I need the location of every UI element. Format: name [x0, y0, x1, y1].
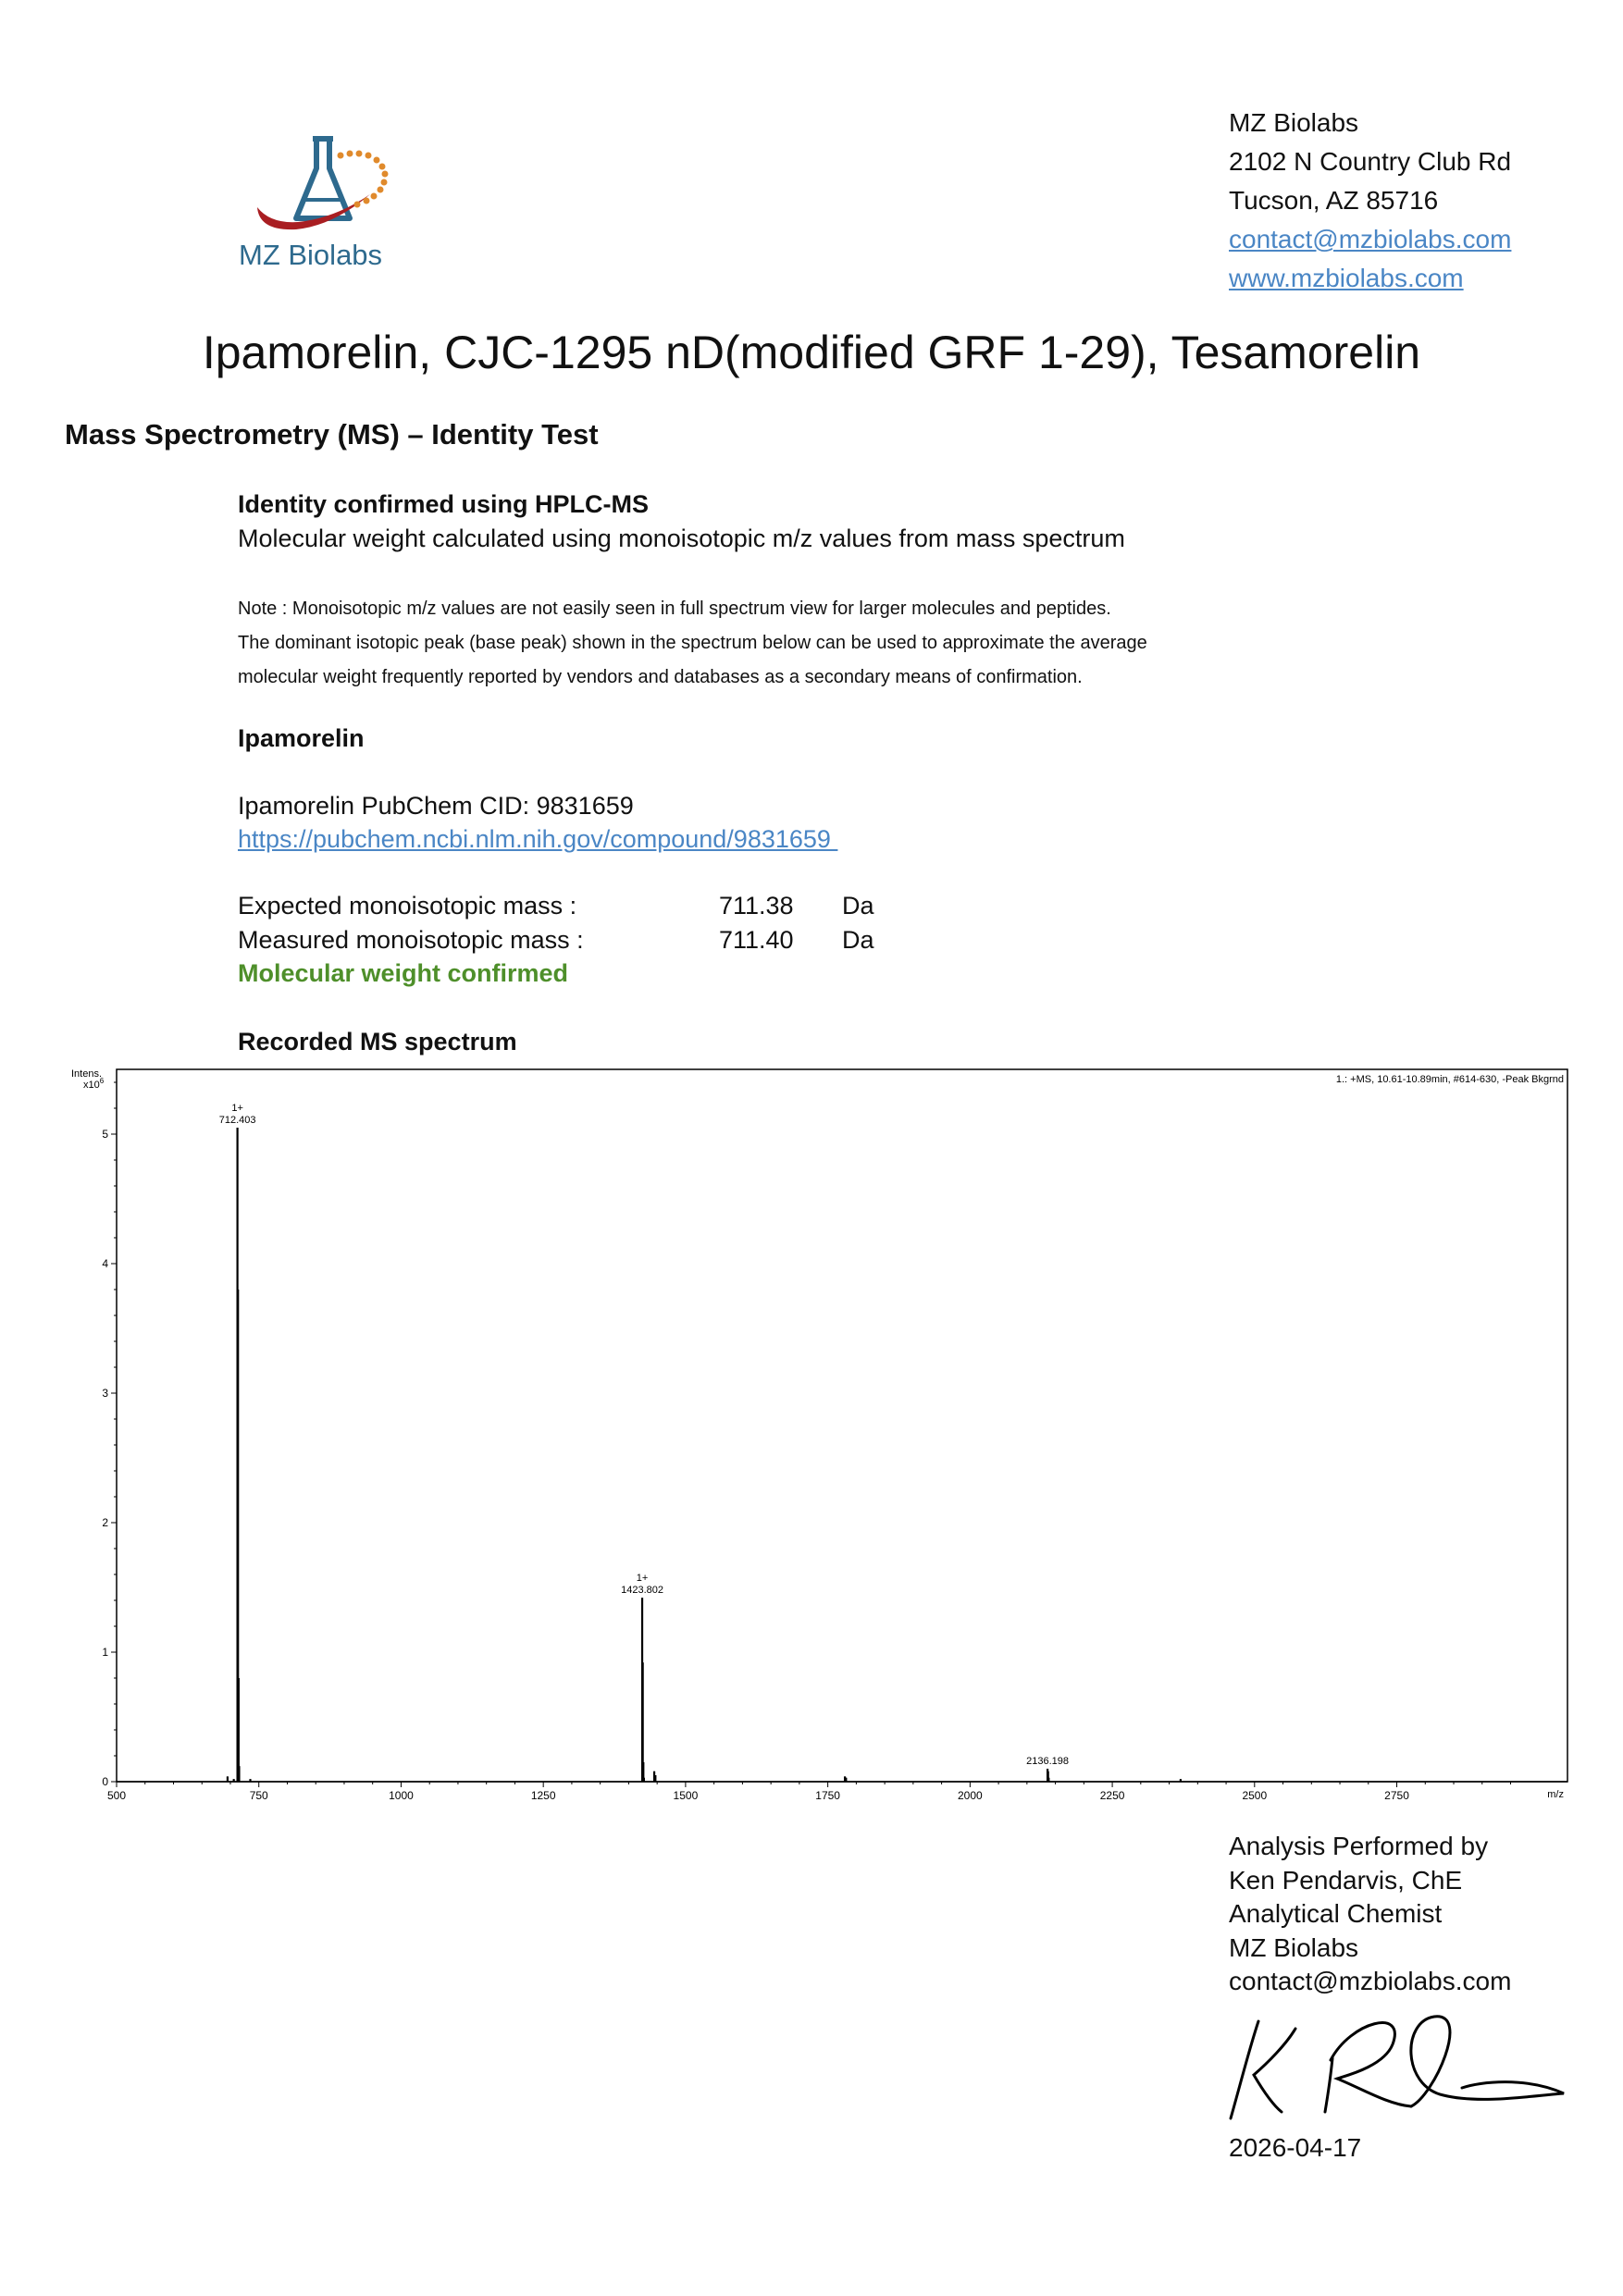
method-description: Molecular weight calculated using monoisotopic m/z values from mass spectrum: [238, 525, 1125, 552]
expected-mass-value: 711.38: [719, 892, 794, 920]
y-tick-label: 2: [102, 1516, 108, 1529]
x-tick-label: 1000: [389, 1789, 414, 1802]
signature-date: 2026-04-17: [1229, 2133, 1362, 2162]
email-link[interactable]: contact@mzbiolabs.com: [1229, 225, 1512, 253]
spectrum-trace: [117, 1128, 1567, 1782]
y-tick-label: 3: [102, 1387, 108, 1400]
analyst-name: Ken Pendarvis, ChE: [1229, 1865, 1463, 1895]
spectrum-peaks: [117, 1128, 1567, 1782]
note-text: [238, 592, 1147, 695]
measured-mass-label: Measured monoisotopic mass :: [238, 926, 584, 954]
analysis-email: contact@mzbiolabs.com: [1229, 1967, 1512, 1995]
peak-charge-label: 1+: [636, 1573, 649, 1585]
pubchem-link[interactable]: https://pubchem.ncbi.nlm.nih.gov/compound/9831659: [238, 825, 838, 853]
measured-mass-row: [238, 923, 978, 957]
spectrum-header: 1.: +MS, 10.61-10.89min, #614-630, -Peak Bkgrnd: [1335, 1074, 1564, 1085]
city-state-zip: Tucson, AZ 85716: [1229, 186, 1439, 215]
section-title: Mass Spectrometry (MS) – Identity Test: [65, 418, 599, 451]
peak-charge-label: 1+: [231, 1103, 243, 1114]
analyst-title: Analytical Chemist: [1229, 1899, 1443, 1928]
analysis-company: MZ Biolabs: [1229, 1932, 1359, 1962]
axis-ticks: [102, 1082, 1510, 1802]
x-tick-label: 500: [106, 1789, 127, 1802]
expected-mass-label: Expected monoisotopic mass :: [238, 892, 577, 920]
x-axis-label: m/z: [1547, 1789, 1564, 1800]
y-axis-scale: [83, 1077, 105, 1091]
spectrum-heading: Recorded MS spectrum: [238, 1028, 517, 1055]
analysis-line-1: Analysis Performed by: [1229, 1832, 1489, 1860]
address-block: [1229, 104, 1511, 298]
street-address: 2102 N Country Club Rd: [1229, 147, 1512, 176]
y-axis-scale-exponent: 6: [99, 1077, 105, 1085]
y-axis-label: Intens.: [71, 1068, 103, 1080]
y-tick-label: 4: [102, 1257, 108, 1270]
peak-label: 2136.198: [1026, 1756, 1070, 1767]
measured-mass-unit: Da: [842, 926, 874, 954]
x-tick-label: 1750: [815, 1789, 840, 1802]
x-tick-label: 750: [249, 1789, 268, 1802]
peak-label: 712.403: [218, 1115, 256, 1126]
company-name: MZ Biolabs: [1229, 108, 1359, 137]
pubchem-line: Ipamorelin PubChem CID: 9831659: [238, 792, 634, 820]
method-heading: Identity confirmed using HPLC-MS: [238, 490, 650, 518]
measured-mass-value: 711.40: [719, 926, 794, 954]
logo-text: MZ Biolabs: [239, 239, 383, 271]
x-tick-label: 1500: [673, 1789, 699, 1802]
y-tick-label: 1: [102, 1646, 108, 1659]
x-tick-label: 2750: [1384, 1789, 1409, 1802]
ms-spectrum-chart: [0, 1055, 1623, 1813]
mass-table: [238, 889, 978, 957]
document-title: Ipamorelin, CJC-1295 nD(modified GRF 1-29), Tesamorelin: [202, 327, 1421, 378]
expected-mass-row: [238, 889, 978, 923]
compound-heading: Ipamorelin: [238, 724, 365, 752]
plot-frame: [117, 1069, 1567, 1782]
y-tick-label: 0: [102, 1775, 108, 1788]
peak-annotations: [219, 1103, 1069, 1767]
note-line-3: molecular weight frequently reported by vendors and databases as a secondary means of confirmation.: [238, 667, 1083, 687]
note-line-2: The dominant isotopic peak (base peak) shown in the spectrum below can be used to approximate the average: [238, 633, 1147, 653]
x-tick-label: 2500: [1242, 1789, 1268, 1802]
analysis-block: [1229, 1830, 1511, 1999]
confirmation-text: Molecular weight confirmed: [238, 959, 569, 987]
expected-mass-unit: Da: [842, 892, 874, 920]
x-tick-label: 1250: [530, 1789, 556, 1802]
y-axis-scale-base: x10: [83, 1080, 100, 1091]
x-tick-label: 2000: [958, 1789, 983, 1802]
signature-image: [1203, 2003, 1573, 2128]
peak-label: 1423.802: [621, 1585, 663, 1597]
x-tick-label: 2250: [1099, 1789, 1125, 1802]
note-line-1: Note : Monoisotopic m/z values are not easily seen in full spectrum view for larger molecules and peptides.: [238, 599, 1111, 619]
website-link[interactable]: www.mzbiolabs.com: [1229, 264, 1464, 292]
y-tick-label: 5: [102, 1128, 108, 1141]
